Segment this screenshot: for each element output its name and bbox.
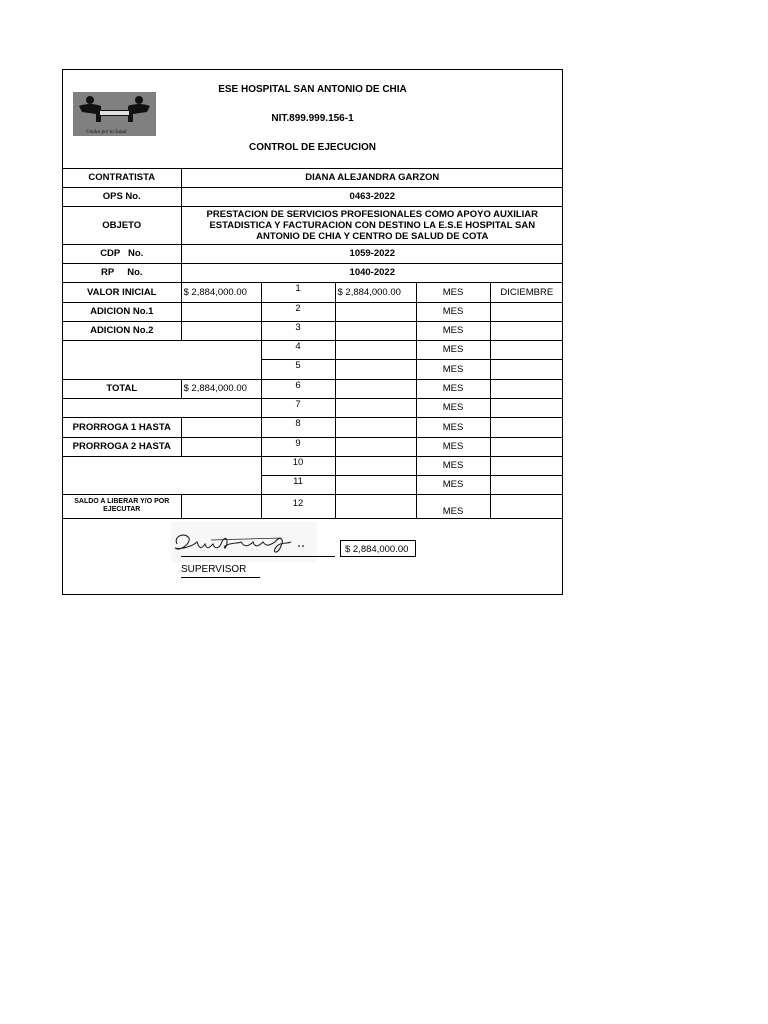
contratista-label: CONTRATISTA [63,168,181,187]
row-payment [335,340,416,359]
row-month [490,340,563,359]
row-label: PRORROGA 2 HASTA [63,437,181,456]
row-number: 4 [261,340,335,359]
row-amount [181,321,261,340]
signature-line [181,556,335,557]
row-number: 6 [261,379,335,398]
row-number: 10 [261,456,335,475]
row-label: SALDO A LIBERAR Y/O POR EJECUTAR [63,494,181,518]
row-amount [181,494,261,518]
supervisor-underline [181,577,260,578]
table-row [63,494,563,518]
row-amount [181,437,261,456]
row-unit: MES [416,417,490,437]
row-payment [335,321,416,340]
nit-number: NIT.899.999.156-1 [271,113,354,124]
document-title: CONTROL DE EJECUCION [248,142,377,153]
hospital-name: ESE HOSPITAL SAN ANTONIO DE CHIA [218,84,407,95]
row-number: 7 [261,398,335,417]
row-unit: MES [416,456,490,475]
total-paid-amount: $ 2,884,000.00 [340,540,416,557]
row-month [490,398,563,417]
row-label: PRORROGA 1 HASTA [63,417,181,437]
contratista-row [63,168,563,187]
row-number: 9 [261,437,335,456]
ops-label: OPS No. [63,187,181,206]
objeto-value: PRESTACION DE SERVICIOS PROFESIONALES COMO APOYO AUXILIAR ESTADISTICA Y FACTURACION CON DESTINO LA E.S.E HOSPITAL SAN ANTONIO DE CHIA Y CENTRO DE SALUD DE COTA [181,206,563,244]
execution-control-sheet [62,69,563,595]
row-label [63,456,261,494]
row-unit: MES [416,379,490,398]
row-number: 5 [261,359,335,379]
table-row [63,302,563,321]
table-row [63,456,563,475]
row-payment [335,359,416,379]
ops-value: 0463-2022 [181,187,563,206]
row-unit: MES [416,398,490,417]
row-number: 11 [261,475,335,494]
row-unit: MES [416,340,490,359]
row-payment [335,398,416,417]
svg-text:Unidos por tu Salud: Unidos por tu Salud [86,130,127,135]
row-payment [335,456,416,475]
row-amount: $ 2,884,000.00 [181,282,261,302]
row-number: 3 [261,321,335,340]
row-amount: $ 2,884,000.00 [181,379,261,398]
row-label [63,340,261,379]
row-payment [335,437,416,456]
row-unit: MES [416,321,490,340]
row-amount [181,302,261,321]
row-month [490,456,563,475]
row-month [490,321,563,340]
table-row [63,282,563,302]
row-number: 8 [261,417,335,437]
row-label: VALOR INICIAL [63,282,181,302]
row-label [63,398,261,417]
row-unit: MES [416,282,490,302]
row-unit: MES [416,475,490,494]
row-month: DICIEMBRE [490,282,563,302]
row-amount [181,417,261,437]
cdp-value: 1059-2022 [181,244,563,263]
objeto-row [63,206,563,244]
table-row [63,437,563,456]
row-month [490,302,563,321]
rp-label: RP No. [63,263,181,282]
row-label: ADICION No.1 [63,302,181,321]
row-month [490,379,563,398]
ops-row [63,187,563,206]
row-number: 12 [261,494,335,518]
table-row [63,340,563,359]
row-unit: MES [416,494,490,518]
row-unit: MES [416,437,490,456]
row-payment [335,494,416,518]
row-month [490,437,563,456]
rp-value: 1040-2022 [181,263,563,282]
row-payment [335,417,416,437]
table-row [63,379,563,398]
rp-row [63,263,563,282]
row-number: 1 [261,282,335,302]
signature-footer [63,520,562,596]
supervisor-label: SUPERVISOR [181,564,247,575]
row-payment [335,475,416,494]
row-payment [335,379,416,398]
objeto-label: OBJETO [63,206,181,244]
row-label: ADICION No.2 [63,321,181,340]
row-number: 2 [261,302,335,321]
execution-table [63,168,563,519]
row-payment [335,302,416,321]
row-month [490,417,563,437]
row-unit: MES [416,359,490,379]
row-label: TOTAL [63,379,181,398]
cdp-label: CDP No. [63,244,181,263]
cdp-row [63,244,563,263]
contratista-value: DIANA ALEJANDRA GARZON [181,168,563,187]
row-payment: $ 2,884,000.00 [335,282,416,302]
table-row [63,398,563,417]
table-row [63,321,563,340]
row-month [490,475,563,494]
row-month [490,494,563,518]
row-month [490,359,563,379]
document-header [63,70,562,169]
row-unit: MES [416,302,490,321]
table-row [63,417,563,437]
